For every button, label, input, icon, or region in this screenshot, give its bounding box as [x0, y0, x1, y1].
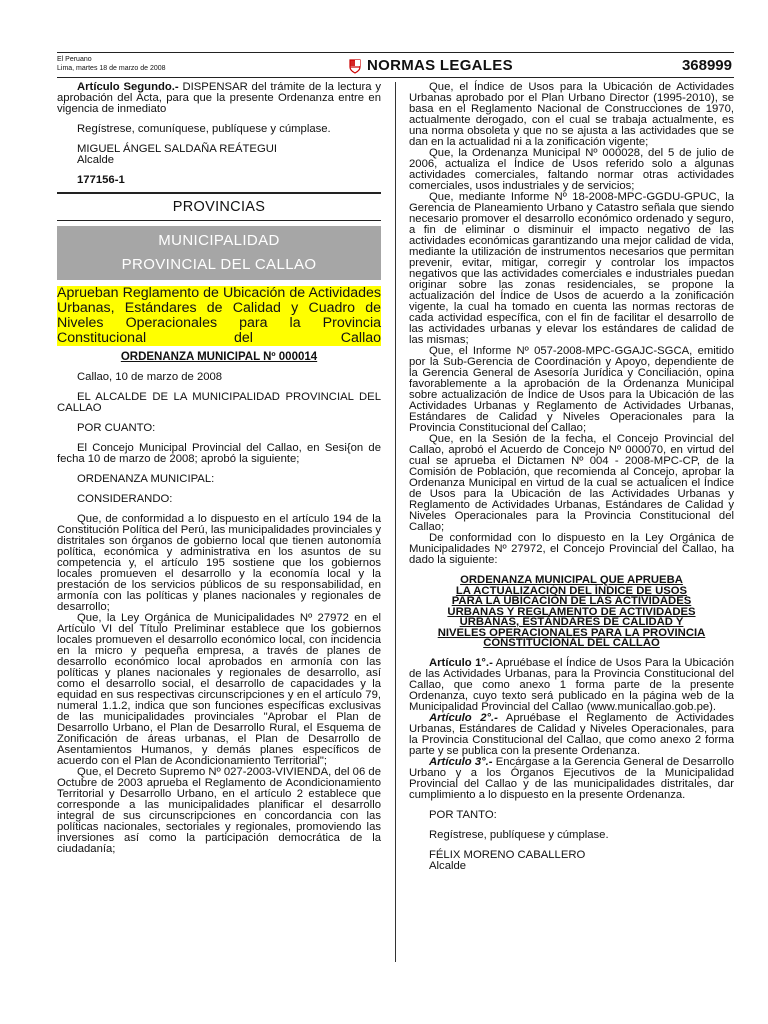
article-2: [409, 713, 734, 757]
article-1: [409, 658, 734, 713]
article-second-text: DISPENSAR del trámite de la lectura y aprobación del Acta, para que la presente Ordenanza entre en vigencia de inmediato: [57, 81, 381, 115]
article-3-label: Artículo 3°.-: [429, 755, 493, 768]
article-3: [409, 757, 734, 801]
considerando-label: CONSIDERANDO:: [77, 493, 173, 505]
article-second: [57, 82, 381, 115]
whereas-paragraph: Que, el Informe Nº 057-2008-MPC-GGAJC-SGCA, emitido por la Sub-Gerencia de Coordinación y Apoyo, dependiente de la Gerencia General de Asesoría Jurídica y Conciliación, opina favorablemente a la aprobación de la Ordenanza Municipal sobre actualización de Índice de Usos para la Ubicación de las Actividades Urbanas y Reglamento de Actividades Urbanas, Estándares de Calidad y Niveles Operacionales para la Provincia Constitucional del Callao;: [409, 345, 734, 434]
page-number: 368999: [681, 57, 732, 74]
por-cuanto: POR CUANTO:: [77, 422, 156, 434]
whereas-paragraph: Que, el Índice de Usos para la Ubicación de Actividades Urbanas aprobado por el Plan Urbano Director (1995-2010), se basa en el Reglamento Nacional de Construcciones de 1970, actualmente derogado, con el cual se trabaja actualmente, es una norma obsoleta y que no se ajusta a las actividades que se dan en la actualidad ni a la zonificación vigente;: [409, 81, 734, 148]
register-statement: Regístrese, publíquese y cúmplase.: [429, 828, 609, 841]
ordinance-title-line: LA ACTUALIZACIÓN DEL ÍNDICE DE USOS: [455, 584, 688, 597]
whereas-paragraph: Que, de conformidad a lo dispuesto en el artículo 194 de la Constitución Política del Perú, las municipalidades provinciales y distritales son órganos de gobierno local que tienen autonomía política, económica y administrativa en los asuntos de su competencia y, el artículo 195 sostiene que los gobiernos locales promueven el desarrollo y la economía local y la prestación de los servicios públicos de su responsabilidad, en armonía con las políticas y planes nacionales y regionales de desarrollo;: [57, 513, 382, 613]
article-1-label: Artículo 1°.-: [429, 656, 493, 669]
newspaper-name: El Peruano: [57, 56, 92, 63]
ordenanza-label: ORDENANZA MUNICIPAL:: [77, 473, 215, 485]
section-title: NORMAS LEGALES: [367, 57, 513, 74]
por-tanto: POR TANTO:: [429, 808, 497, 821]
ordinance-title-line: ORDENANZA MUNICIPAL QUE APRUEBA: [460, 574, 683, 586]
signer-role: Alcalde: [77, 154, 115, 166]
article-second-label: Artículo Segundo.-: [77, 81, 179, 93]
header-title-group: [347, 57, 513, 74]
article-2-label: Artículo 2°.-: [429, 711, 498, 724]
mayor-line: EL ALCALDE DE LA MUNICIPALIDAD PROVINCIAL DEL CALLAO: [57, 391, 381, 414]
ordinance-number: ORDENANZA MUNICIPAL Nº 000014: [120, 351, 318, 363]
article-3-text: Encárgase a la Gerencia General de Desarrollo Urbano y a los Órganos Ejecutivos de la Municipalidad Provincial del Callao y de las municipalidades distritales, dar cumplimiento a lo dispuesto en la presente Ordenanza.: [409, 755, 734, 801]
signer-role: Alcalde: [429, 859, 467, 872]
section-heading: PROVINCIAS: [57, 192, 381, 221]
peru-coat-of-arms-icon: [347, 58, 363, 74]
whereas-paragraph: Que, el Decreto Supremo Nº 027-2003-VIVIENDA, del 06 de Octubre de 2003 aprueba el Reglamento de Acondicionamiento Territorial y Desarrollo Urbano, en el artículo 2 establece que corresponde a las municipalidades planificar el desarrollo integral de sus circunscripciones en concordancia con las políticas nacionales, sectoriales y regionales, promoviendo las inversiones así como la participación democrática de la ciudadanía;: [57, 766, 381, 855]
signer-name: MIGUEL ÁNGEL SALDAÑA REÁTEGUI: [77, 143, 278, 155]
ordinance-title-line: URBANAS, ESTÁNDARES DE CALIDAD Y: [459, 616, 684, 628]
article-1-text: Apruébase el Índice de Usos Para la Ubicación de las Actividades Urbanas, para la Provincia Constitucional del Callao, que como anexo 1 forma parte de la presente Ordenanza, cuyo texto será publicado en la página web de la Municipalidad Provincial del Callao (www.municallao.gob.pe).: [409, 656, 734, 713]
issuer-line-1: MUNICIPALIDAD: [158, 232, 280, 249]
whereas-paragraph: De conformidad con lo dispuesto en la Ley Orgánica de Municipalidades Nº 27972, el Concejo Provincial del Callao, ha dado la siguiente:: [409, 532, 734, 566]
whereas-paragraph: Que, la Ordenanza Municipal Nº 000028, del 5 de julio de 2006, actualiza el Índice de Usos referido solo a algunas actividades comerciales, faltando normar otras actividades comerciales, usos industriales y de servicios;: [409, 147, 734, 192]
article-2-text: Apruébase el Reglamento de Actividades Urbanas, Estándares de Calidad y Niveles Operacionales, para la Provincia Constitucional del Callao, que como anexo 2 forma parte y se publica con la presente Ordenanza.: [409, 711, 734, 757]
ordinance-title-line: URBANAS Y REGLAMENTO DE ACTIVIDADES: [447, 605, 696, 618]
header-masthead: [57, 55, 166, 73]
place-date: Callao, 10 de marzo de 2008: [77, 371, 223, 383]
council-statement: El Concejo Municipal Provincial del Callao, en Sesi{on de fecha 10 de marzo de 2008; aprobó la siguiente;: [57, 442, 381, 465]
whereas-paragraph: Que, la Ley Orgánica de Municipalidades Nº 27972 en el Artículo VI del Título Preliminar establece que los gobiernos locales promueven el desarrollo económico local, con incidencia en la micro y pequeña empresa, a través de planes de desarrollo económico local aprobados en armonía con las políticas y planes nacionales y regionales de desarrollo, así como el desarrollo social, el desarrollo de capacidades y la equidad en sus respectivas circunscripciones y en el artículo 79, numeral 1.1.2, indica que son funciones específicas exclusivas de las municipalidades provinciales "Aprobar el Plan de Desarrollo Urbano, el Plan de Desarrollo Rural, el Esquema de Zonificación de áreas urbanas, el Plan de Desarrollo de Asentamientos Humanos, y demás planes específicos de acuerdo con el Plan de Acondicionamiento Territorial";: [57, 612, 381, 767]
issuer-banner: [57, 226, 381, 280]
ordinance-title: [409, 575, 734, 649]
left-column: [57, 82, 381, 855]
issue-date: Lima, martes 18 de marzo de 2008: [57, 65, 166, 72]
signer-name: FÉLIX MORENO CABALLERO: [429, 848, 586, 861]
issuer-line-2: PROVINCIAL DEL CALLAO: [121, 256, 317, 273]
whereas-paragraph: Que, mediante Informe Nº 18-2008-MPC-GGDU-GPUC, la Gerencia de Planeamiento Urbano y Catastro señala que siendo necesario promover el desarrollo económico ordenado y seguro, a fin de eliminar o disminuir el impacto negativo de las actividades económicas garantizando una mejor calidad de vida, mediante la utilización de instrumentos necesarios que permitan prevenir, evitar, mitigar, corregir y controlar los impactos negativos que las actividades comerciales e industriales puedan originar sobre las zonas residenciales, se propone la actualización del Índice de Usos de acuerdo a la zonificación vigente, la cual ha tomado en cuenta las normas rectoras de cada actividad específica, con el fin de facilitar el desarrollo de las actividades urbanas y elevar los estándares de calidad de las mismas;: [409, 191, 734, 346]
publication-code: 177156-1: [77, 174, 125, 186]
ordinance-title-line: PARA LA UBICACIÓN DE LAS ACTIVIDADES: [451, 595, 692, 607]
ordinance-title-line: NIVELES OPERACIONALES PARA LA PROVINCIA: [437, 626, 706, 639]
norm-title: Aprueban Reglamento de Ubicación de Actividades Urbanas, Estándares de Calidad y Cuadro de Niveles Operacionales para la Provincia Constitucional del Callao: [57, 285, 381, 346]
page-header: [57, 52, 734, 78]
column-divider: [395, 82, 396, 962]
register-statement: Regístrese, comuníquese, publíquese y cúmplase.: [77, 123, 331, 135]
whereas-paragraph: Que, en la Sesión de la fecha, el Concejo Provincial del Callao, aprobó el Acuerdo de Concejo Nº 000070, en virtud del cual se aprueba el Dictamen Nº 004 - 2008-MPC-CP, de la Comisión de Población, que recomienda al Concejo, aprobar la Ordenanza Municipal en virtud de la cual se actualicen el Índice de Usos para la Ubicación de las Actividades Urbanas y Reglamento de Actividades Urbanas, Estándares de Calidad y Niveles Operacionales para la Provincia Constitucional del Callao;: [409, 433, 734, 533]
ordinance-title-line: CONSTITUCIONAL DEL CALLAO: [483, 637, 660, 649]
right-column: [409, 82, 734, 872]
